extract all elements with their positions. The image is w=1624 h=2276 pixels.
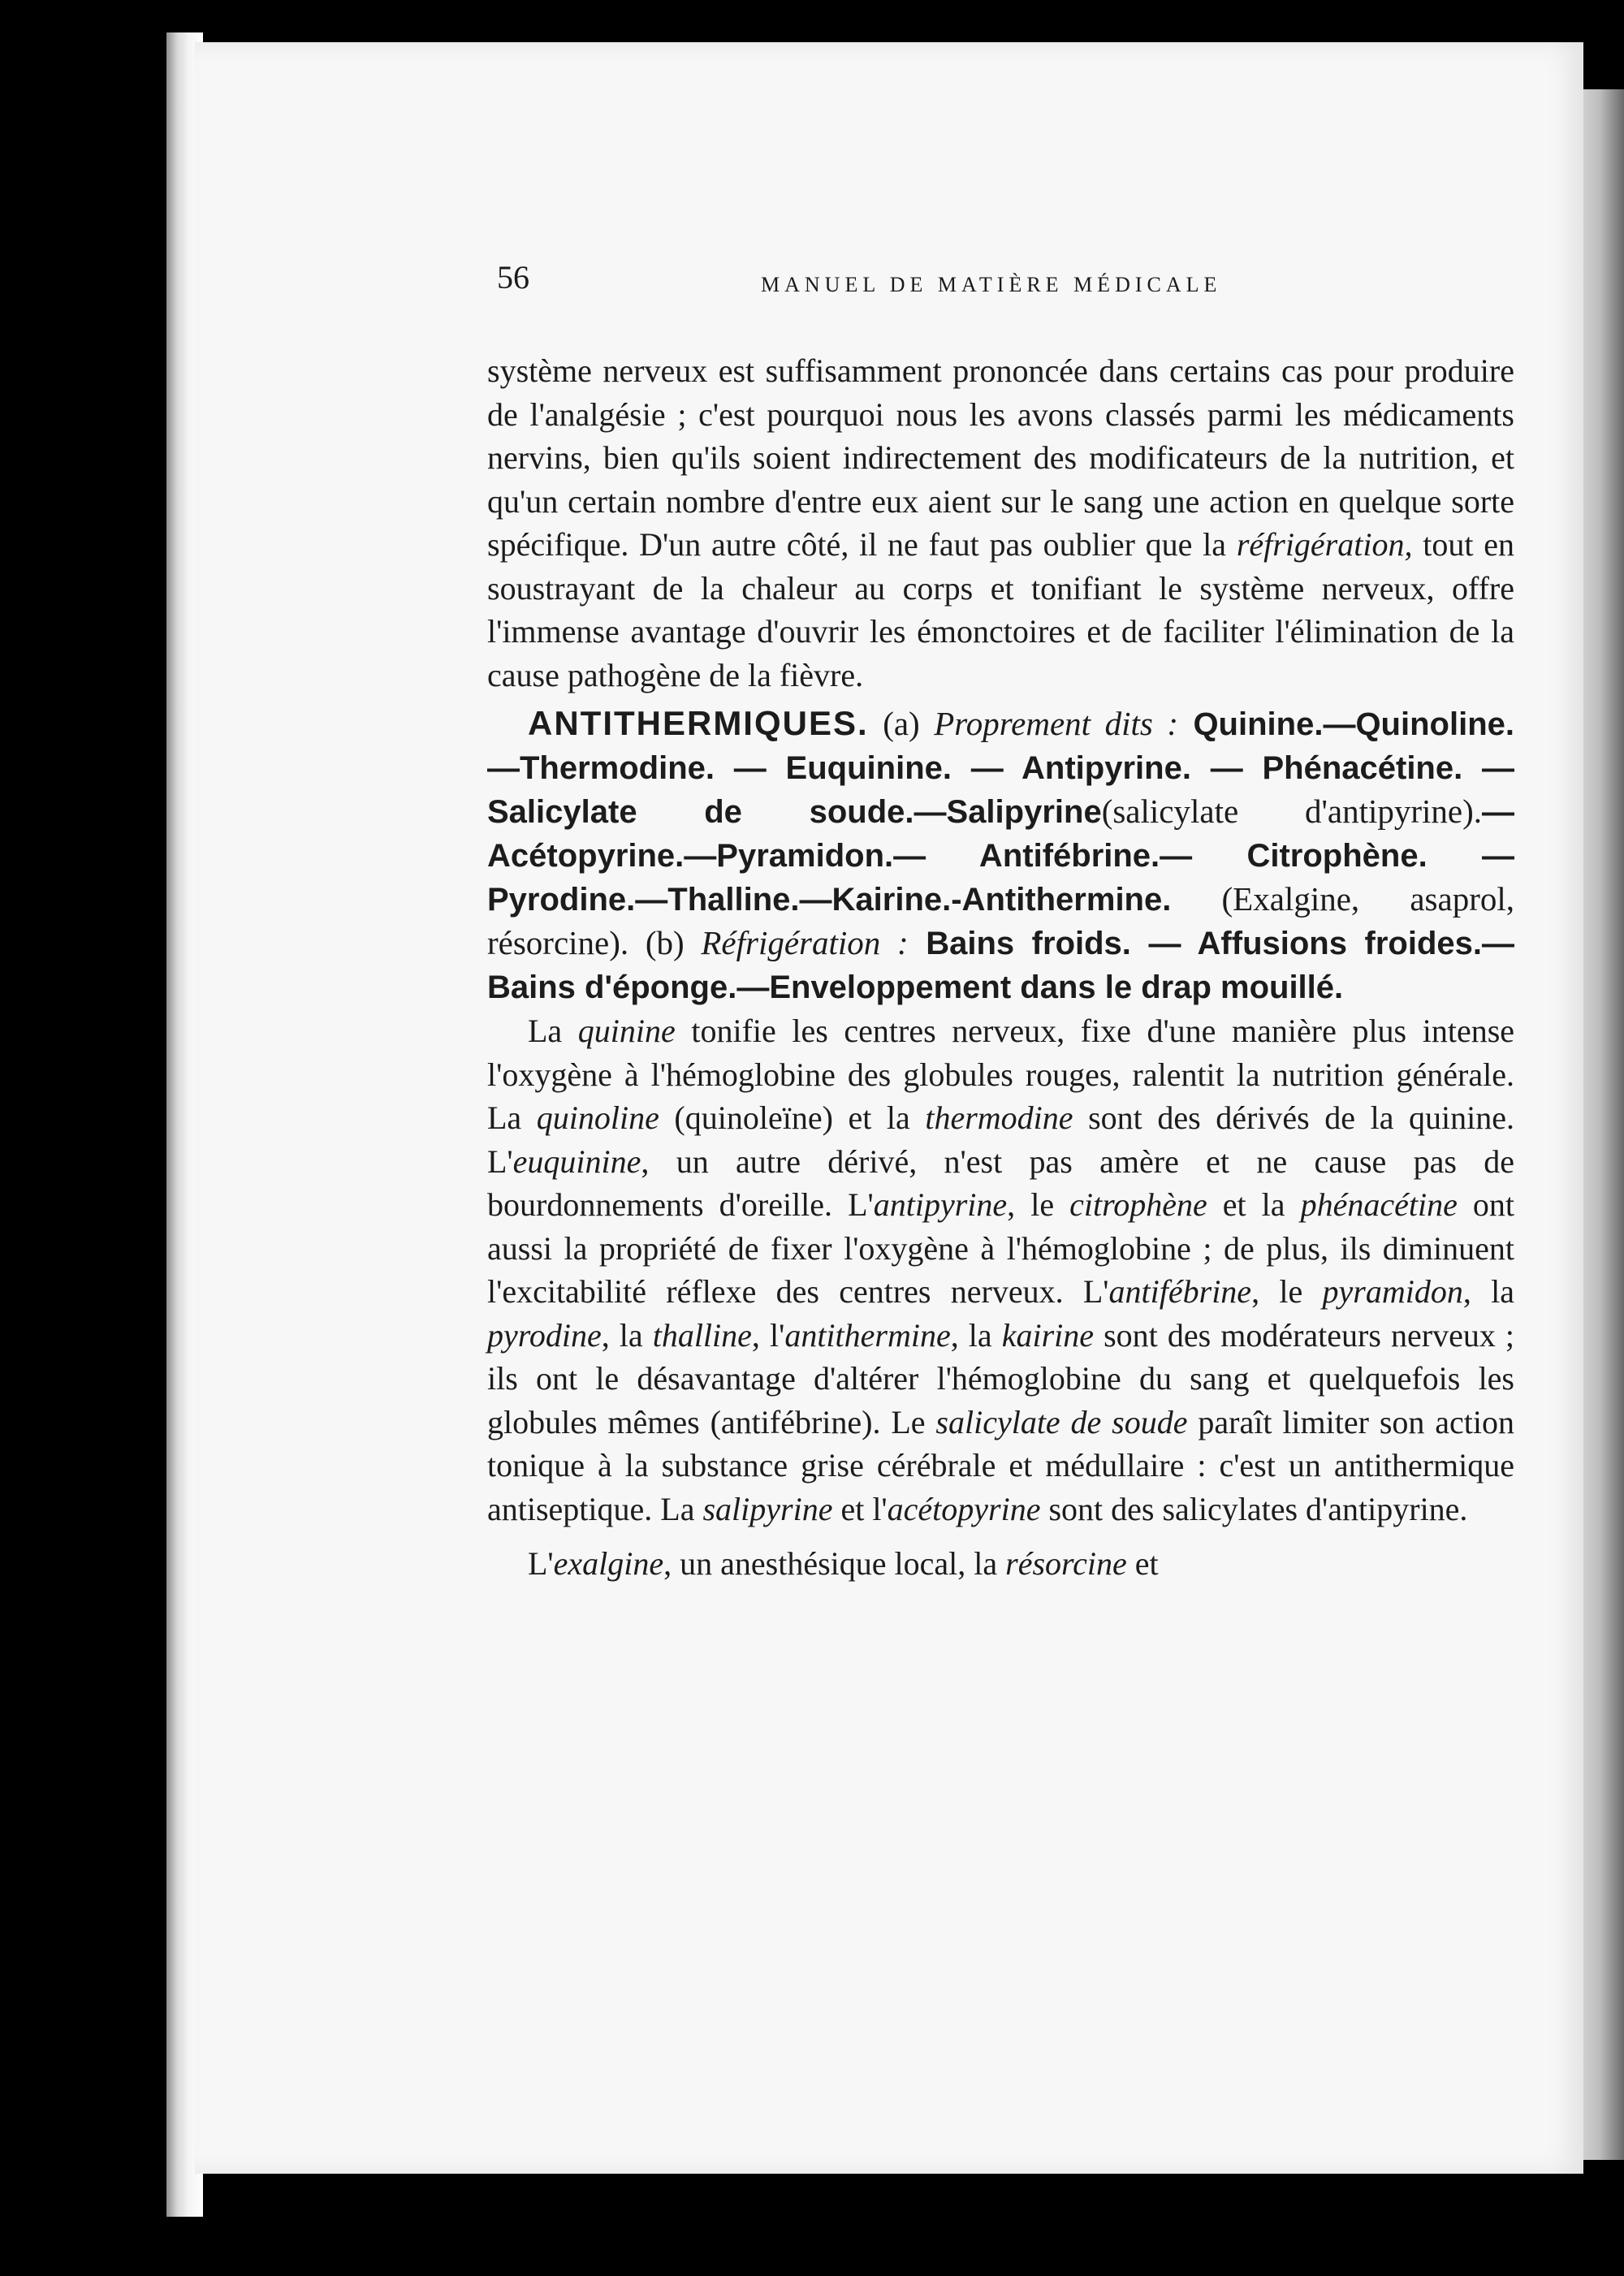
text-run: sont des modérateurs nerveux ; ils ont le désavantage d'altérer l'hémoglobine du sang et quelquefois les globules mêmes (antifébrine). Le bbox=[487, 1316, 1514, 1440]
italic-term: phénacétine bbox=[1300, 1186, 1458, 1223]
section-heading: ANTITHERMIQUES. bbox=[528, 704, 869, 742]
text-run: , un autre dérivé, n'est pas amère et ne cause pas de bourdonnements d'oreille. L' bbox=[487, 1142, 1514, 1223]
italic-term: kairine bbox=[1001, 1316, 1095, 1354]
italic-term: antithermine bbox=[784, 1316, 951, 1354]
italic-term: pyramidon bbox=[1322, 1273, 1463, 1310]
paragraph-nervous-system bbox=[487, 349, 1514, 697]
italic-term: exalgine bbox=[553, 1545, 664, 1582]
italic-term: euquinine bbox=[512, 1142, 641, 1180]
italic-term: réfrigération, bbox=[1236, 526, 1413, 563]
text-run: , la bbox=[601, 1316, 653, 1354]
text-run: , le bbox=[1251, 1273, 1323, 1310]
subsection-a-title: Proprement dits : bbox=[934, 705, 1179, 742]
text-run: , la bbox=[950, 1316, 1002, 1354]
italic-term: quinine bbox=[577, 1013, 676, 1049]
text-run: ont aussi la propriété de fixer l'oxygène à l'hémoglobine ; de plus, ils diminuent l'excitabilité réflexe des centres nerveux. L' bbox=[487, 1186, 1514, 1310]
treatment-list-b: Bains froids. — Affusions froides.—Bains d'éponge.—Enveloppement dans le drap mouillé. bbox=[487, 926, 1515, 1005]
text-run: et bbox=[1126, 1545, 1159, 1582]
italic-term: acétopyrine bbox=[887, 1490, 1041, 1527]
text-run: , un anesthésique local, la bbox=[663, 1545, 1006, 1582]
antithermiques-section bbox=[487, 702, 1514, 1009]
italic-term: résorcine bbox=[1005, 1545, 1127, 1582]
text-run: L' bbox=[528, 1545, 554, 1582]
text-run: , le bbox=[1007, 1186, 1070, 1223]
parenthetical-drugs: (Exalgine, asaprol, résorcine). bbox=[487, 880, 1514, 961]
salipyrine-note: (salicylate d'antipyrine). bbox=[1101, 792, 1482, 830]
running-head bbox=[497, 258, 1577, 307]
italic-term: thalline bbox=[652, 1316, 752, 1354]
text-run: sont des salicylates d'antipyrine. bbox=[1040, 1490, 1468, 1527]
italic-term: antifébrine bbox=[1108, 1273, 1252, 1310]
subsection-b-label: (b) bbox=[645, 924, 702, 961]
text-run: et la bbox=[1207, 1186, 1301, 1223]
text-run: sont des dérivés de la quinine. L' bbox=[487, 1099, 1514, 1180]
paragraph-quinine bbox=[487, 1009, 1514, 1531]
italic-term: thermodine bbox=[925, 1099, 1073, 1136]
italic-term: salipyrine bbox=[702, 1490, 833, 1527]
text-run: paraît limiter son action tonique à la substance grise cérébrale et médullaire : c'est un antithermique antiseptique. La bbox=[487, 1403, 1514, 1527]
running-head-title: MANUEL DE MATIÈRE MÉDICALE bbox=[761, 273, 1222, 296]
subsection-b-title: Réfrigération : bbox=[701, 924, 909, 961]
text-run: (quinoleïne) et la bbox=[659, 1099, 926, 1136]
italic-term: quinoline bbox=[536, 1099, 659, 1136]
drug-list-a: Quinine.—Quinoline. —Thermodine. — Euquinine. — Antipyrine. — Phénacétine. — Salicylate de soude.—Salipyrine bbox=[487, 706, 1514, 830]
subsection-a-label: (a) bbox=[868, 705, 935, 742]
drug-list-a-continued: —Acétopyrine.—Pyramidon.— Antifébrine.— Citrophène. —Pyrodine.—Thalline.—Kairine.-Antithermine. bbox=[487, 794, 1514, 918]
italic-term: citrophène bbox=[1069, 1186, 1207, 1223]
italic-term: pyrodine bbox=[487, 1316, 602, 1354]
paragraph-exalgine bbox=[487, 1542, 1514, 1586]
text-run: système nerveux est suffisamment prononcée dans certains cas pour produire de l'analgésie ; c'est pourquoi nous les avons classés parmi les médicaments nervins, bien qu'ils soient indirectement des modificateurs de la nutrition, et qu'un certain nombre d'entre eux aient sur le sang une action en quelque sorte spécifique. D'un autre côté, il ne faut pas oublier que la bbox=[487, 352, 1514, 563]
italic-term: salicylate de soude bbox=[935, 1403, 1188, 1440]
text-run: La bbox=[528, 1013, 578, 1049]
body-text bbox=[487, 349, 1514, 1586]
page-number: 56 bbox=[497, 259, 529, 296]
text-run: tonifie les centres nerveux, fixe d'une manière plus intense l'oxygène à l'hémoglobine des globules rouges, ralentit la nutrition générale. La bbox=[487, 1013, 1515, 1136]
text-run: , l' bbox=[751, 1316, 785, 1354]
text-run: et l' bbox=[832, 1490, 888, 1527]
text-run: , la bbox=[1462, 1273, 1514, 1310]
text-run: tout en soustrayant de la chaleur au corps et tonifiant le système nerveux, offre l'immense avantage d'ouvrir les émonctoires et de faciliter l'élimination de la cause pathogène de la fièvre. bbox=[487, 526, 1514, 693]
page-fore-edge bbox=[1583, 89, 1624, 2160]
italic-term: antipyrine bbox=[873, 1186, 1008, 1223]
